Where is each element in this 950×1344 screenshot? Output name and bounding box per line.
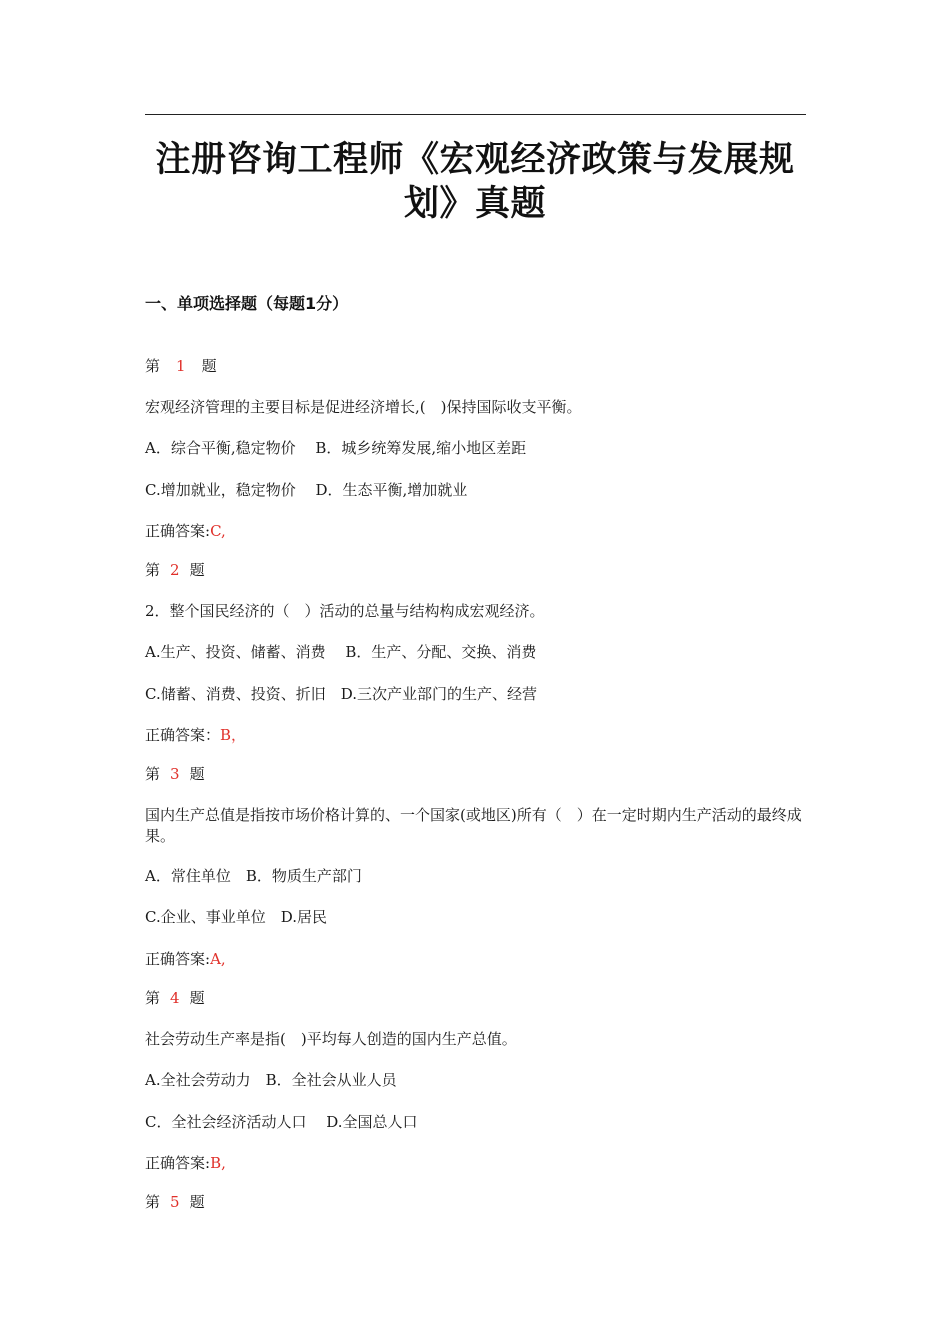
document-title: 注册咨询工程师《宏观经济政策与发展规划》真题 <box>155 140 795 224</box>
question-label <box>145 1192 805 1213</box>
question-options: A．常住单位 B．物质生产部门 <box>145 867 362 885</box>
question-label-prefix: 第 <box>145 1193 161 1211</box>
question-stem: 国内生产总值是指按市场价格计算的、一个国家(或地区)所有（ ）在一定时期内生产活动的最终成果。 <box>145 806 802 845</box>
question-options: C.增加就业，稳定物价 D．生态平衡,增加就业 <box>145 481 468 499</box>
answer-line <box>145 725 805 746</box>
question-number: 2 <box>170 561 180 579</box>
question-label <box>145 764 805 785</box>
answer-value: B， <box>220 726 247 744</box>
answer-label: 正确答案: <box>145 950 211 968</box>
answer-label: 正确答案: <box>145 1154 211 1172</box>
question-label-prefix: 第 <box>145 765 161 783</box>
answer-line <box>145 521 805 542</box>
question-options: C.储蓄、消费、投资、折旧 D.三次产业部门的生产、经营 <box>145 685 537 703</box>
question-label-prefix: 第 <box>145 561 161 579</box>
question-label-suffix: 题 <box>189 1193 205 1211</box>
question-label-prefix: 第 <box>145 357 161 375</box>
answer-line <box>145 1153 805 1174</box>
question-label-suffix: 题 <box>189 989 205 1007</box>
question-label-suffix: 题 <box>189 561 205 579</box>
question-number: 3 <box>170 765 180 783</box>
answer-value: C, <box>210 522 226 540</box>
question-number: 1 <box>176 357 186 375</box>
question-label-prefix: 第 <box>145 989 161 1007</box>
question-label <box>145 356 805 377</box>
answer-label: 正确答案： <box>145 726 221 744</box>
question-stem: 宏观经济管理的主要目标是促进经济增长,( )保持国际收支平衡。 <box>145 398 582 416</box>
question-number: 5 <box>170 1193 180 1211</box>
answer-line <box>145 949 805 970</box>
section-heading: 一、单项选择题（每题1分） <box>145 294 349 313</box>
question-label <box>145 988 805 1009</box>
question-options: A.全社会劳动力 B．全社会从业人员 <box>145 1071 397 1089</box>
answer-value: B, <box>210 1154 226 1172</box>
question-label-suffix: 题 <box>201 357 217 375</box>
question-options: C.企业、事业单位 D.居民 <box>145 908 327 926</box>
question-options: A．综合平衡,稳定物价 B．城乡统筹发展,缩小地区差距 <box>145 439 527 457</box>
question-label-suffix: 题 <box>189 765 205 783</box>
question-stem: 2．整个国民经济的（ ）活动的总量与结构构成宏观经济。 <box>145 602 545 620</box>
question-number: 4 <box>170 989 180 1007</box>
question-stem: 社会劳动生产率是指( )平均每人创造的国内生产总值。 <box>145 1030 517 1048</box>
header-rule <box>145 114 806 115</box>
question-options: A.生产、投资、储蓄、消费 B．生产、分配、交换、消费 <box>145 643 537 661</box>
answer-value: A, <box>210 950 226 968</box>
question-label <box>145 560 805 581</box>
question-options: C．全社会经济活动人口 D.全国总人口 <box>145 1113 418 1131</box>
answer-label: 正确答案: <box>145 522 211 540</box>
